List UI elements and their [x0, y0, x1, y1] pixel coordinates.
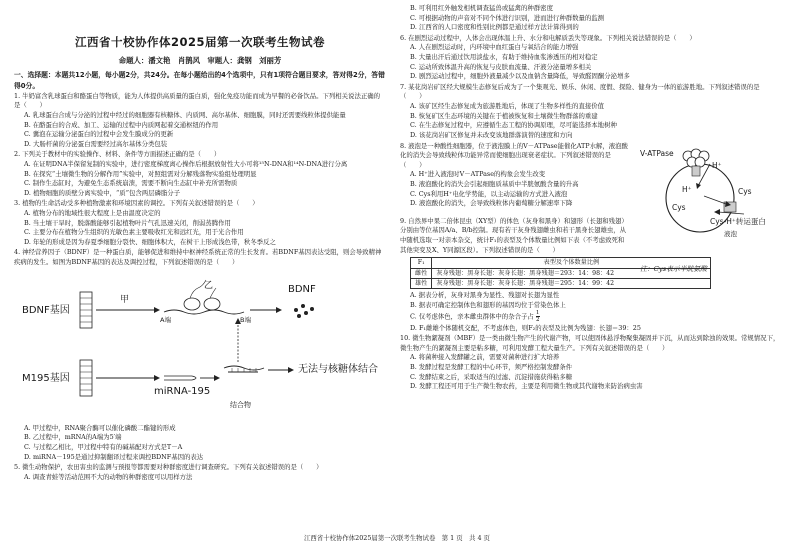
option-a: A. 人在剧烈运动时，内环境中血红蛋白与氧结合的能力增强: [410, 43, 579, 52]
option-a: A. 植物分布的地域性很大程度上是由温度决定的: [24, 209, 161, 218]
option-a: A. 将菌种接入发酵罐之前，需要对菌种进行扩大培养: [410, 353, 560, 362]
h-ion-inside-label: H⁺: [682, 184, 692, 194]
question-stem: 10. 微生物絮凝剂（MBF）是一类由微生物产生的代谢产物，可以使固体悬浮物聚集凝固并下沉，从而达到除浊的效果。常规情况下，微生物产生的絮凝剂主要是粘多糖，可利用发酵工程大量生产。下列有关叙述错误的是（ ）: [400, 334, 780, 352]
ribosome-2: [204, 298, 220, 310]
h-ion-label: H⁺: [712, 160, 722, 170]
option-c: C. 制作生态缸时，为避免生态系统崩溃，需要不断向生态缸中补充所需物质: [24, 179, 238, 188]
fraction-denominator: 2: [535, 317, 540, 324]
table-row: [411, 278, 711, 288]
question-stem: 9. 自然界中果二倍体昆虫（XY型）的体色（灰身和黑身）和翅形（长翅和残翅）分别由等位基因A/a、B/b控制。现有若干灰身残翅雌虫和若干黑身长翅雄虫，从中随机选取一对亲本杂交，统计F₁的表型及个体数量比例如下表（不考虑致死和其他突变及X、Y同源区段）。下列叙述错误的是（ ）: [400, 216, 628, 254]
option-a: A. 调查青蛙等活动范围不大的动物的种群密度可以用样方法: [24, 472, 193, 481]
option-d: D. 江西省的人口密度和性别比例都是通过样方法计算得到的: [410, 23, 579, 32]
option-d: D. 该花岗岩矿区修复并未改变该地群落演替的速度和方向: [410, 130, 573, 139]
option-b: B. 在酪蛋白的合成、加工、运输的过程中内质网起着交通枢纽的作用: [24, 120, 219, 129]
v-atpase-label: V-ATPase: [640, 148, 674, 158]
table-cell-ratio: 灰身残翅：黑身长翅：灰身长翅：黑身残翅＝293：14：98：42: [432, 268, 711, 278]
option-d: D. 植物细胞的质壁分离实验中，“质”包含两层磷脂分子: [24, 188, 181, 197]
option-b: B. 发酵过程是发酵工程的中心环节，须严格控制发酵条件: [410, 362, 573, 371]
question-stem: 8. 液泡是一种酸性细胞器，位于液泡膜上的V－ATPase能催化ATP水解，液泡酸化的消失会导致线粒体功能异常而使细胞出现衰老症状。下列叙述错误的是（ ）: [400, 141, 628, 169]
question-10: [400, 334, 780, 392]
blocked-label: 无法与核糖体结合: [298, 363, 378, 375]
option-c: C. 可根据动物的声音对不同个体进行识别，进而进行种群数量的监测: [410, 13, 605, 22]
option-c: C. 发酵结束之后，采取适当的过滤、沉淀措施获得粘多糖: [410, 372, 573, 381]
bdnf-protein-label: BDNF: [288, 283, 316, 295]
option-c: [400, 310, 780, 323]
option-c: C. 与过程乙相比，甲过程中特有的碱基配对方式是T－A: [24, 442, 183, 451]
transporter-label: Cys-H⁺转运蛋白: [710, 216, 766, 226]
fraction-numerator: 1: [535, 310, 540, 317]
option-d: D. F₁雌雄个体随机交配，不考虑体色，则F₂的表型及比例为残翅：长翅＝39：25: [410, 323, 641, 332]
question-5-continued: [400, 4, 780, 33]
option-a: A. 据表分析，灰身对黑身为显性、残翅对长翅为显性: [410, 291, 560, 300]
option-d: D. miRNA－195是通过抑制翻译过程来调控BDNF基因的表达: [24, 452, 204, 461]
question-5: [14, 463, 386, 482]
option-b: B. 恢复矿区生态环境的关键在于植被恢复和土壤微生物群落的重建: [410, 111, 598, 120]
cys-note: 注：Cys表示半胱氨酸: [640, 264, 707, 273]
table-header-generation: F₁: [411, 258, 432, 268]
bdnf-protein-dot: [294, 308, 298, 312]
option-b: B. 大量出汗后通过饮用淡盐水，有助于维持血浆渗透压的相对稳定: [410, 53, 598, 62]
exam-title: 江西省十校协作体2025届第一次联考生物试卷: [74, 35, 325, 49]
bdnf-protein-dot: [304, 311, 308, 315]
option-d: D. 年轮的形成是因为春夏季细胞分裂快、细胞体积大，在树干上形成浅色带，秋冬季反之: [24, 237, 276, 246]
process-yi-label: 乙: [204, 280, 214, 291]
bdnf-gene-label: BDNF基因: [22, 304, 70, 316]
question-stem: 3. 植物的生命活动受多种植物激素和环境因素的调控。下列有关叙述错误的是（ ）: [14, 199, 259, 208]
question-stem: 6. 在剧烈运动过程中，人体会出现体温上升、水分和电解质丢失等现象。下列相关说法错误的是（ ）: [400, 33, 696, 42]
question-6: [400, 34, 780, 82]
mirna-hairpin: [164, 376, 192, 380]
fraction: [536, 310, 540, 323]
question-1: [14, 92, 386, 150]
mrna-strand: [164, 310, 244, 314]
question-stem: 1. 牛奶富含乳球蛋白和酪蛋白等物质，能为人体提供高质量的蛋白质，强化免疫功能而成为早餐的必备饮品。下列相关说法正确的是（ ）: [14, 91, 381, 110]
option-d: D. 剧烈运动过程中，细胞外液量减少以及血钠含量降低，导致醛固酮分泌增多: [410, 72, 630, 81]
question-stem: 4. 神经营养因子（BDNF）是一种蛋白质，能够促进和维持中枢神经系统正常的生长发育。若BDNF基因表达受阻，则会导致精神疾病的发生。如图为BDNF基因的表达及调控过程，下列叙述错误的是（ ）: [14, 248, 382, 267]
option-c-text: C. 仅考虑体色，亲本雌虫群体中的杂合子占: [410, 312, 534, 321]
v-atpase-pump: [692, 166, 700, 176]
option-c: C. 在生态修复过程中，应遵循生态工程的协调原理，尽可能选择本地树种: [410, 121, 617, 130]
section-heading: 一、选择题：本题共12小题，每小题2分，共24分。在每小题给出的4个选项中，只有1项符合题目要求，答对得2分，答错得0分。: [14, 71, 385, 90]
vacuole-label: 液泡: [724, 229, 737, 238]
m195-gene-label: M195基因: [22, 372, 70, 384]
table-header-description: 表型及个体数量比例: [432, 258, 711, 268]
option-a: A. H⁺进入液泡时V－ATPase的构象会发生改变: [410, 170, 546, 179]
table-cell-ratio: 灰身残翅：黑身长翅：灰身长翅：黑身残翅＝295：14：99：42: [432, 278, 711, 288]
option-a: A. 在证明DNA半保留复制的实验中，进行密度梯度离心操作后根据放射性大小可将¹⁵N-DNA和¹⁴N-DNA进行分离: [24, 160, 348, 168]
option-a: A. 乳球蛋白合成与分泌的过程中经过的细胞器有核糖体、内质网、高尔基体、细胞膜，同时还需要线粒体提供能量: [24, 110, 346, 119]
left-column: [14, 0, 386, 482]
option-b: B. 液泡酸化的消失会引起细胞质基质中半胱氨酸含量的升高: [410, 179, 579, 188]
option-b: B. 当土壤干旱时，脱落酸能够引起植物叶片气孔迅速关闭，削弱蒸腾作用: [24, 218, 231, 227]
option-c: C. 运动所致体温升高的恢复与皮肤血流量、汗液分泌量增多相关: [410, 62, 592, 71]
question-4: [14, 248, 386, 462]
table-cell-sex: 雄性: [411, 278, 432, 288]
cys-inside-label: Cys: [672, 202, 686, 212]
question-7: [400, 83, 780, 141]
option-b: B. 在探究“土壤微生物的分解作用”实验中，对照组需对分解残落物实验组处理明显: [24, 169, 257, 178]
end-b-label: B端: [240, 315, 251, 324]
page-footer: 江西省十校协作体2025届第一次联考生物试卷 第 1 页 共 4 页: [304, 534, 490, 543]
option-b: B. 可利用红外触发相机调查猛兽或猛禽的种群密度: [410, 4, 553, 12]
question-stem: 7. 某花岗岩矿区经大规模生态修复后成为了一个集观光、娱乐、休闲、度假、探险、健身为一体的旅游胜地。下列叙述错误的是（ ）: [400, 82, 760, 101]
question-stem: 2. 下列关于教材中的实验操作、材料、条件等方面描述正确的是（ ）: [14, 150, 221, 159]
exam-authors: 命题人：潘文艳 肖鹊风 审题人：龚钢 刘丽芳: [118, 56, 282, 66]
question-stem: 5. 微生动物保护，农田害虫的监测与预报等都需要对种群密度进行调查研究。下列有关叙述错误的是（ ）: [14, 463, 323, 472]
bdnf-protein-dot: [301, 304, 305, 308]
process-jia-label: 甲: [120, 294, 130, 305]
option-d: D. 大肠杆菌的分泌蛋白需要经过高尔基体分类包装: [24, 139, 168, 148]
figure-graphics: [14, 268, 386, 424]
option-c: C. 主要分布在植物分生组织的光敏色素主要吸收红光和远红光，用于光合作用: [24, 228, 244, 237]
bdnf-protein-dot: [310, 307, 314, 311]
option-a: A. 该矿区经生态修复成为旅游胜地后，体现了生物多样性的直接价值: [410, 102, 605, 111]
complex-label: 结合物: [230, 400, 251, 409]
bdnf-protein-dot: [297, 314, 301, 318]
right-column: [400, 4, 780, 392]
question-2: [14, 150, 386, 198]
option-d: D. 液泡酸化的消失，会导致线粒体内葡萄糖分解速率下降: [410, 199, 573, 208]
option-a: A. 甲过程中，RNA聚合酶可以催化磷酸二酯键的形成: [24, 423, 176, 432]
option-b: B. 乙过程中，mRNA的A端为5′端: [24, 433, 122, 442]
end-a-label: A端: [160, 315, 171, 324]
ribosome-1: [184, 298, 200, 310]
vacuole-figure: [632, 140, 780, 242]
mirna-label: miRNA-195: [154, 385, 211, 397]
table-cell-sex: 雌性: [411, 268, 432, 278]
option-d: D. 发酵工程还可用于生产微生物农药，主要是利用微生物或其代谢物来防治病虫害: [410, 382, 643, 391]
question-3: [14, 199, 386, 247]
option-b: B. 据表可确定控制体色和翅形的基因均位于常染色体上: [410, 300, 566, 309]
bdnf-regulation-figure: [14, 268, 386, 424]
option-c: C. Cys利用H⁺电化学势能，以主动运输的方式进入液泡: [410, 189, 568, 198]
option-c: C. 囊泡在运输分泌蛋白的过程中会发生膜成分的更新: [24, 130, 174, 139]
cys-outside-label: Cys: [738, 186, 752, 196]
